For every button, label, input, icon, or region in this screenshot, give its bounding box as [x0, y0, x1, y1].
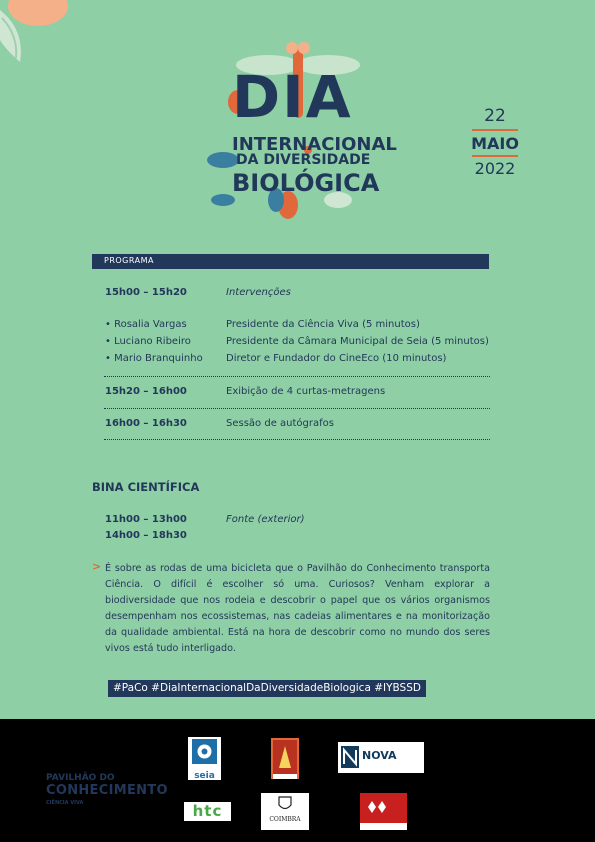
speaker-role: Presidente da Ciência Viva (5 minutos) [226, 319, 420, 330]
coimbra-logo-text: COIMBRA [269, 816, 301, 823]
hashtags: #PaCo #DiaInternacionalDaDiversidadeBiologica #IYBSSD [108, 680, 426, 697]
programa-heading: PROGRAMA [104, 256, 154, 265]
event-date-day: 22 [484, 106, 506, 126]
speaker-role: Diretor e Fundador do CineEco (10 minutos) [226, 353, 447, 364]
bina-time-2: 14h00 – 18h30 [105, 530, 187, 541]
date-divider-top [472, 129, 518, 131]
bina-heading: BINA CIENTÍFICA [92, 480, 200, 494]
seia-logo [188, 737, 221, 780]
event-title-line-2: DA DIVERSIDADE [236, 152, 371, 168]
pavilhao-logo [46, 773, 168, 807]
pavilhao-logo-line-2: CONHECIMENTO [46, 783, 168, 798]
slot-2-description: Exibição de 4 curtas-metragens [226, 386, 386, 397]
cineeco-logo [271, 738, 299, 779]
seia-logo-text: seia [194, 771, 215, 781]
partner-logo-red [360, 793, 407, 830]
event-date-month: MAIO [471, 134, 519, 153]
bina-time-1: 11h00 – 13h00 [105, 514, 187, 525]
slot-1-time: 15h00 – 15h20 [105, 287, 187, 298]
crest-icon [278, 796, 292, 812]
pavilhao-logo-line-1: PAVILHÃO DO [46, 773, 115, 783]
chevron-right-icon: > [92, 560, 102, 573]
slot-1-description: Intervenções [226, 287, 291, 298]
date-divider-bottom [472, 155, 518, 157]
event-title-line-1: INTERNACIONAL [232, 134, 397, 155]
htc-logo [184, 802, 231, 821]
nova-logo-text: NOVA [362, 749, 397, 762]
speaker-role: Presidente da Câmara Municipal de Seia (5 minutos) [226, 336, 489, 347]
divider [104, 439, 490, 440]
speaker-name: • Rosalia Vargas [105, 319, 187, 330]
slot-2-time: 15h20 – 16h00 [105, 386, 187, 397]
flower-icon [188, 737, 221, 767]
event-date-year: 2022 [474, 159, 516, 178]
speaker-name: • Mario Branquinho [105, 353, 203, 364]
bina-location: Fonte (exterior) [226, 514, 305, 525]
divider [104, 376, 490, 377]
event-title-line-3: BIOLÓGICA [232, 169, 380, 197]
coimbra-logo [261, 793, 309, 830]
top-left-leaf-decoration [0, 0, 75, 70]
slot-3-description: Sessão de autógrafos [226, 418, 334, 429]
pavilhao-logo-line-3: CIÊNCIA VIVA [46, 800, 84, 806]
bina-description: É sobre as rodas de uma bicicleta que o Pavilhão do Conhecimento transporta Ciência. O difícil é escolher só uma. Curiosos? Venham explorar a biodiversidade que nos rodeia e descobrir o papel que os vários organismos desempenham nos ecossistemas, nas cadeias alimentares e na monitorização da qualidade ambiental. Está na hora de descobrir como no mundo dos seres vivos está tudo interligado. [105, 563, 490, 654]
event-title-main: DIA [232, 63, 353, 131]
speaker-name: • Luciano Ribeiro [105, 336, 191, 347]
divider [104, 408, 490, 409]
nova-fcsh-logo [338, 742, 424, 773]
htc-logo-text: htc [192, 802, 223, 820]
slot-3-time: 16h00 – 16h30 [105, 418, 187, 429]
programa-heading-bar [92, 254, 489, 269]
